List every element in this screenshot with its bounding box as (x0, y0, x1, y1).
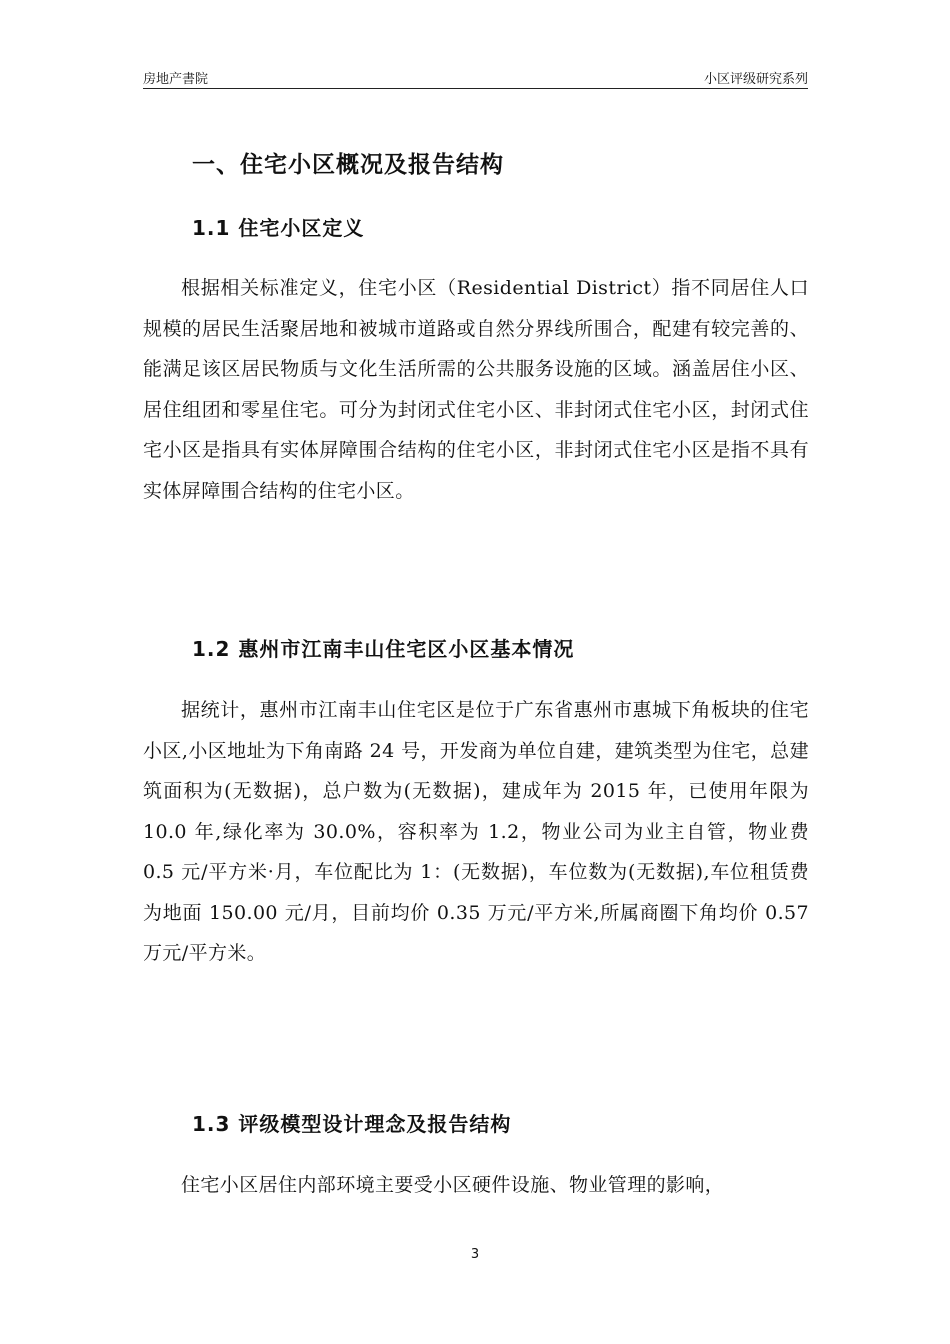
paragraph-definition (143, 268, 809, 511)
heading-1-1: 1.1 住宅小区定义 (192, 216, 365, 240)
paragraph-basic-info (143, 690, 809, 974)
paragraph-text: 据统计，惠州市江南丰山住宅区是位于广东省惠州市惠城下角板块的住宅小区,小区地址为下角南路 24 号，开发商为单位自建，建筑类型为住宅，总建筑面积为(无数据)，总户数为(无数据)，建成年为 2015 年，已使用年限为 10.0 年,绿化率为 30.0%，容积率为 1.2，物业公司为业主自管，物业费 0.5 元/平方米·月，车位配比为 1：(无数据)，车位数为(无数据),车位租赁费为地面 150.00 元/月，目前均价 0.35 万元/平方米,所属商圈下角均价 0.57 万元/平方米。 (143, 699, 809, 964)
page-header (143, 66, 808, 89)
paragraph-text: 根据相关标准定义，住宅小区（Residential District）指不同居住人口规模的居民生活聚居地和被城市道路或自然分界线所围合，配建有较完善的、能满足该区居民物质与文化生活所需的公共服务设施的区域。涵盖居住小区、居住组团和零星住宅。可分为封闭式住宅小区、非封闭式住宅小区，封闭式住宅小区是指具有实体屏障围合结构的住宅小区，非封闭式住宅小区是指不具有实体屏障围合结构的住宅小区。 (143, 277, 809, 502)
paragraph-model-design (143, 1165, 809, 1206)
section-title: 一、住宅小区概况及报告结构 (192, 152, 504, 178)
header-series: 小区评级研究系列 (703, 72, 808, 87)
page-number: 3 (470, 1247, 480, 1262)
paragraph-text: 住宅小区居住内部环境主要受小区硬件设施、物业管理的影响， (181, 1174, 725, 1196)
heading-1-3: 1.3 评级模型设计理念及报告结构 (192, 1112, 512, 1136)
heading-1-2: 1.2 惠州市江南丰山住宅区小区基本情况 (192, 637, 575, 661)
header-publisher: 房地产書院 (143, 72, 209, 87)
